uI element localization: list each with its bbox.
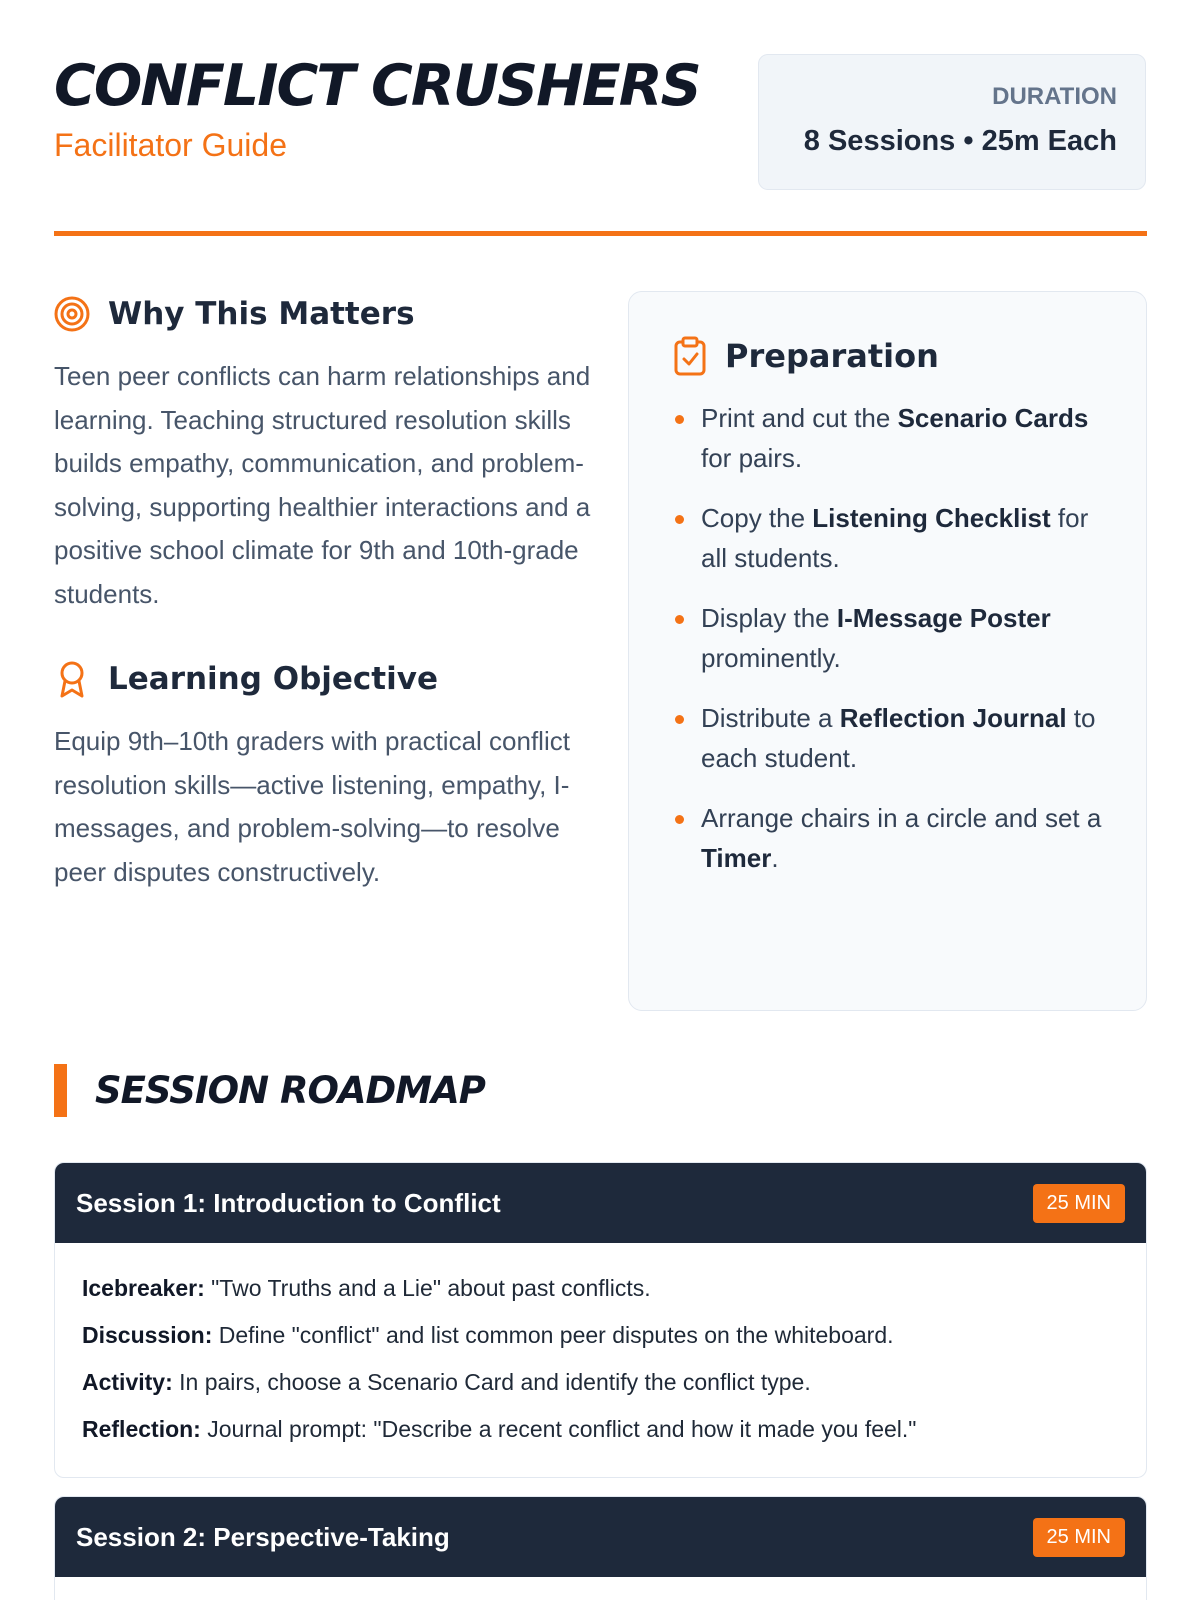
page-title: CONFLICT CRUSHERS [54,53,700,119]
session-header [55,1497,1146,1577]
preparation-heading [673,332,1106,380]
preparation-list [673,398,1106,878]
left-column [54,290,594,894]
session-body [55,1577,1146,1600]
preparation-item: Copy the Listening Checklist for all students. [673,498,1106,578]
session-card-2 [54,1496,1147,1600]
session-card-1 [54,1162,1147,1478]
duration-badge: 25 MIN [1033,1184,1125,1223]
session-row: Icebreaker: "Two Truths and a Lie" about past conflicts. [82,1275,651,1301]
page-subtitle: Facilitator Guide [54,127,287,163]
preparation-card [628,291,1147,1011]
preparation-item: Arrange chairs in a circle and set a Timer. [673,798,1106,878]
duration-label: DURATION [992,83,1117,110]
target-icon [54,296,90,332]
preparation-title: Preparation [725,337,939,375]
award-icon [54,659,90,699]
session-row: Reflection: Journal prompt: "Describe a recent conflict and how it made you feel." [82,1416,917,1442]
preparation-item: Display the I-Message Poster prominently. [673,598,1106,678]
duration-value: 8 Sessions • 25m Each [803,125,1117,157]
session-header [55,1163,1146,1243]
why-heading [54,290,594,338]
why-title: Why This Matters [108,296,415,332]
duration-box [758,54,1146,190]
why-section [54,290,594,616]
roadmap-heading [54,1064,485,1117]
objective-heading [54,655,594,703]
session-body [55,1243,1146,1477]
objective-text: Equip 9th–10th graders with practical conflict resolution skills—active listening, empathy, I-messages, and problem-solving—to resolve peer disputes constructively. [54,726,570,887]
duration-badge: 25 MIN [1033,1518,1125,1557]
why-text: Teen peer conflicts can harm relationships and learning. Teaching structured resolution skills builds empathy, communication, and problem-solving, supporting healthier interactions and a positive school climate for 9th and 10th-grade students. [54,361,591,609]
preparation-item: Distribute a Reflection Journal to each student. [673,698,1106,778]
header [54,54,1146,190]
session-row: Discussion: Define "conflict" and list common peer disputes on the whiteboard. [82,1322,894,1348]
roadmap-title: SESSION ROADMAP [95,1069,485,1112]
bullet-icon [675,415,684,424]
objective-title: Learning Objective [108,661,438,697]
clipboard-check-icon [673,336,707,376]
bullet-icon [675,715,684,724]
preparation-item: Print and cut the Scenario Cards for pairs. [673,398,1106,478]
bullet-icon [675,815,684,824]
header-divider [54,231,1147,236]
session-title: Session 2: Perspective-Taking [76,1521,450,1552]
bullet-icon [675,515,684,524]
bullet-icon [675,615,684,624]
roadmap-accent-bar [54,1064,67,1117]
session-title: Session 1: Introduction to Conflict [76,1187,501,1218]
session-row: Activity: In pairs, choose a Scenario Card and identify the conflict type. [82,1369,811,1395]
objective-section [54,655,594,894]
